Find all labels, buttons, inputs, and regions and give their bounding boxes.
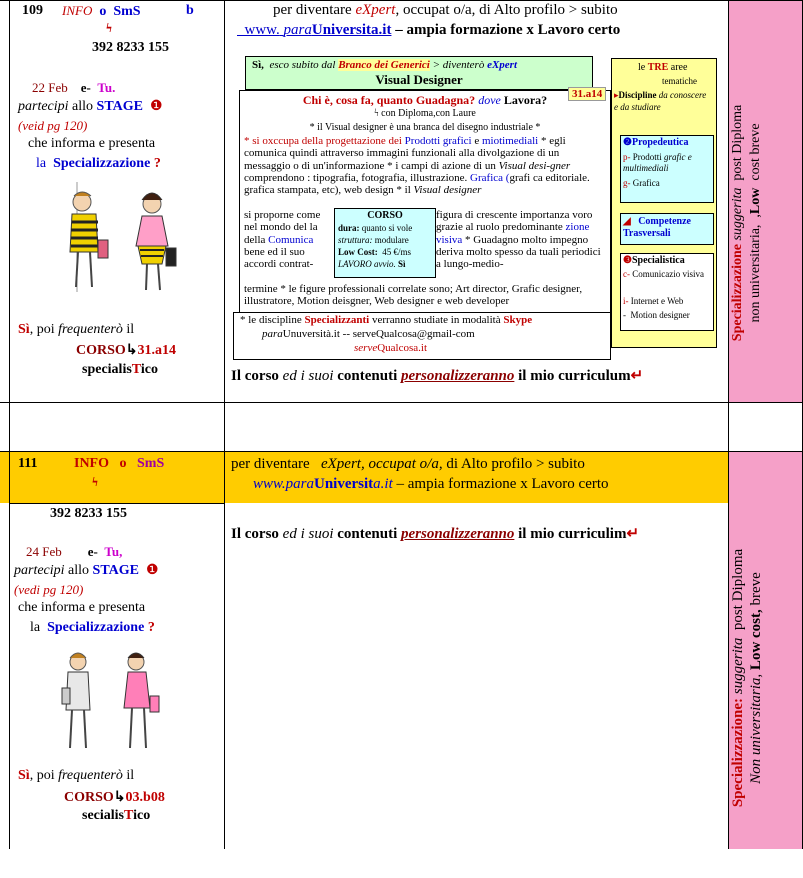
stage-line: partecipi allo STAGE ❶ <box>18 99 163 114</box>
page-reference: (veid pg 120) <box>18 118 88 133</box>
row2-middle-cell <box>225 452 728 849</box>
code-badge[interactable]: 31.a14 <box>568 87 606 101</box>
triangle-bullet-icon: ▸ <box>614 90 619 100</box>
propedeutic-item2: g- Grafica <box>623 178 660 188</box>
areas-subtitle: tematiche <box>662 76 697 86</box>
transversal-skills-title: ◢ Competenze Trasversali <box>623 216 691 239</box>
transversal-skills-box <box>620 213 714 245</box>
specialized-disciplines-box <box>233 312 611 360</box>
grid-line-row1-bottom <box>0 402 803 403</box>
areas-title: le TRE aree <box>638 62 688 73</box>
propedeutic-item1: p- Prodotti grafic e multimediali <box>623 152 692 173</box>
illustration-two-women <box>62 182 182 300</box>
answer-line-2: Sì, poi frequenterò il <box>18 768 135 783</box>
specialist-box <box>620 253 714 331</box>
propedeutic-title: ❷Propedeutica <box>623 137 689 148</box>
course-low-cost: Low Cost: 45 €/ms <box>338 247 412 257</box>
course-structure: struttura: modulare <box>338 235 409 245</box>
specialized-line3[interactable]: serveQualcosa.it <box>354 342 428 354</box>
paragraph-3: termine * le figure professionali correlate sono; Art director, Grafic designer, illustratore, Motion deisgner, Web designer e web developer <box>244 283 583 308</box>
curriculum-line: Il corso ed i suoi contenuti personalizzeranno il mio curriculum↵ <box>231 368 644 384</box>
headline: per diventare eXpert, occupat o/a, di Alto profilo > subito <box>273 2 618 18</box>
course-work: LAVORO avvio. Sì <box>338 259 406 269</box>
specialist-item1: c- Comunicazio visiva <box>623 269 704 279</box>
row2-left-cell <box>10 452 224 849</box>
green-title-box <box>245 56 593 90</box>
who-heading: Chi è, cosa fa, quanto Guadagna? dove Lavora? <box>302 93 548 107</box>
paragraph-2: * si oxccupa della progettazione dei Prodotti grafici e miotimediali * egli comunica quindi attraverso immagini funzionali alla divolgazione di un messaggio o di un'informazione * i campi di azione di un Visual desi-gner comprendono : tipografia, fotografia, illustrazione. Grafica (grafi ca editoriale. grafica stampata, etc), web design * il Visual designer <box>244 135 590 197</box>
specialist-title: ❸Specialistica <box>623 255 685 266</box>
date-line-2: 24 Feb e- Tu, <box>26 544 123 559</box>
info-b: b <box>186 3 194 18</box>
row1-side-vertical-text: Specializzazione suggerita post Diploma non universitaria, ,Low cost breve <box>730 104 763 342</box>
green-box-line1: Sì, esco subito dal Branco dei Generici > diventerò eXpert <box>252 59 518 71</box>
lightning-bolt-icon: ϟ <box>106 20 112 35</box>
numbered-circle-icon: ❶ <box>145 563 159 578</box>
specialization-line-2: la Specializzazione ? <box>30 620 155 635</box>
return-arrow-icon: ↵ <box>630 368 644 384</box>
info-line: INFO o SmS <box>62 3 141 19</box>
phone-number-2[interactable]: 392 8233 155 <box>50 506 127 521</box>
row1-middle-cell <box>225 0 728 402</box>
specialization-line: la Specializzazione ? <box>36 156 161 171</box>
corner-arrow-icon: ↳ <box>125 343 138 358</box>
corner-arrow-icon: ↳ <box>113 790 126 805</box>
entry-number-2: 111 <box>18 456 38 471</box>
answer-line: Sì, poi frequenterò il <box>18 322 135 337</box>
paragraph-left-column: si proporne come nel mondo del la della Comunica bene ed il suo accordi contrat- <box>244 209 321 271</box>
headline-2: per diventare eXpert, occupat o/a, di Alto profilo > subito <box>231 456 585 472</box>
site-link[interactable]: www. paraUniversita.it <box>244 22 392 38</box>
specialistico-label-2: secialisTico <box>82 808 151 823</box>
stage-line-2: partecipi allo STAGE ❶ <box>14 563 159 578</box>
phone-number[interactable]: 392 8233 155 <box>92 40 169 55</box>
specialistico-label: specialisTico <box>82 362 158 377</box>
entry-number: 109 <box>22 3 43 18</box>
informs-line-2: che informa e presenta <box>18 600 146 615</box>
specialist-item2: i- Internet e Web <box>623 296 684 306</box>
specialized-line2[interactable]: paraUnuversità.it -- serveQualcosa@gmail-com <box>262 328 475 340</box>
course-duration: dura: quanto si vole <box>338 223 413 233</box>
return-arrow-icon: ↵ <box>626 526 640 542</box>
course-line[interactable]: CORSO↳31.a14 <box>76 343 177 358</box>
site-link-line: www. paraUniversita.it – ampia formazione x Lavoro certo <box>237 22 620 39</box>
row1-left-cell <box>10 0 224 402</box>
specialized-line1: * le discipline Specializzanti verranno studiate in modalità Skype <box>240 314 533 326</box>
who-subheading: ϟ con Diploma,con Laure <box>374 108 476 119</box>
specialist-item3: - Motion designer <box>623 310 690 320</box>
course-line-2[interactable]: CORSO↳03.b08 <box>64 790 165 805</box>
disciplines-note: ▸Discipline da conoscere e da studiare <box>614 90 707 112</box>
row2-side-vertical-text: Specializzazione: suggerita post Diploma Non universitaria, Low cost, breve <box>730 548 764 808</box>
paragraph-1: * il Visual designer è una branca del disegno industriale * <box>309 122 541 133</box>
green-box-title: Visual Designer <box>375 72 463 87</box>
propedeutic-box <box>620 135 714 203</box>
page-reference-2: (vedi pg 120) <box>14 582 84 597</box>
date-line: 22 Feb e- Tu. <box>32 80 116 95</box>
course-box-title: CORSO <box>367 210 403 221</box>
paragraph-right-column: figura di crescente importanza voro grazie al ruolo predominante zione visiva * Guadagno molto impegno deriva molto spesso da tuali periodici a lungo-medio- <box>436 209 601 271</box>
info-line-2: INFO o SmS <box>74 456 165 471</box>
numbered-circle-icon: ❶ <box>149 99 163 114</box>
informs-line: che informa e presenta <box>28 136 156 151</box>
site-link-2[interactable]: www.paraUniversita.it <box>253 476 393 492</box>
illustration-two-women-2 <box>56 644 168 756</box>
course-info-box <box>334 208 436 278</box>
lightning-bolt-icon: ϟ <box>92 474 98 489</box>
site-link-line-2: www.paraUniversita.it – ampia formazione x Lavoro certo <box>253 476 609 492</box>
three-areas-box <box>611 58 717 348</box>
curriculum-line-2: Il corso ed i suoi contenuti personalizzeranno il mio curriculim↵ <box>231 526 640 542</box>
